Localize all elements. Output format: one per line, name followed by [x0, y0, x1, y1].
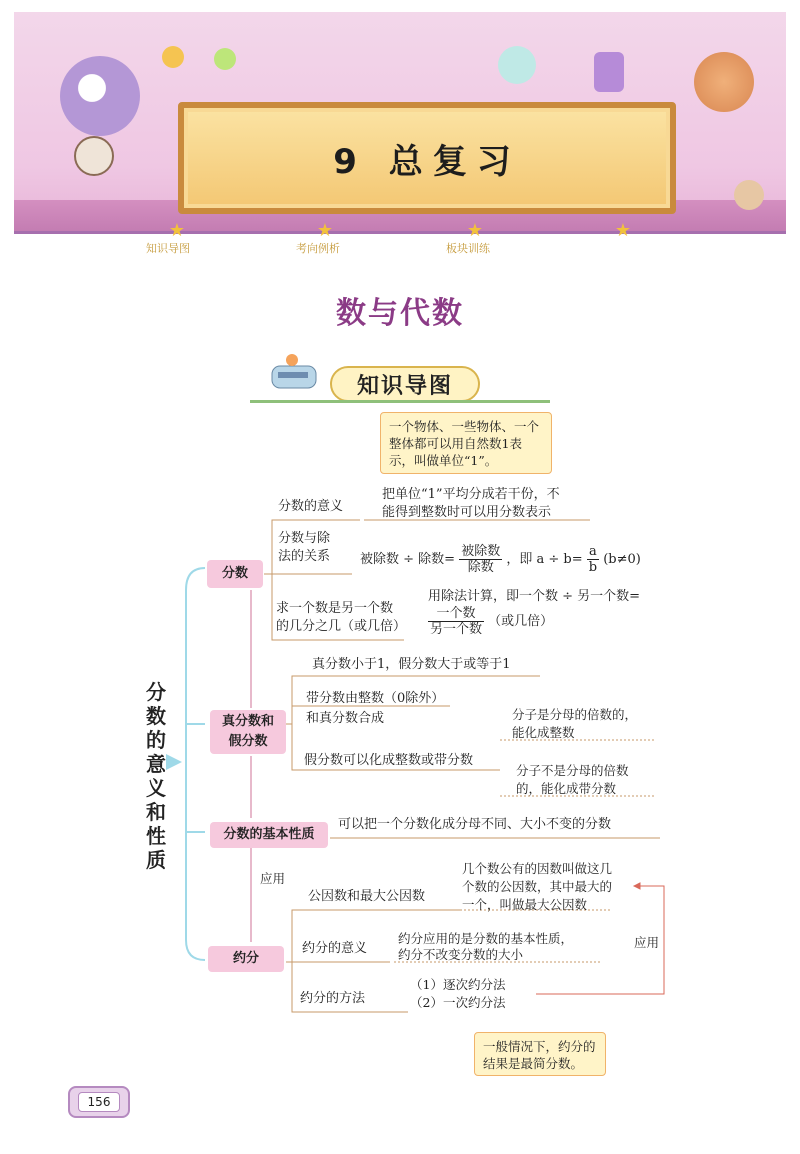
ratio-fraction — [428, 606, 484, 637]
yuefen-meaning-1: 约分应用的是分数的基本性质， — [398, 931, 574, 946]
note-unit-one — [380, 412, 552, 474]
formula-b: b — [588, 560, 598, 575]
astronaut-right-icon — [734, 180, 764, 210]
planet-small-icon — [162, 46, 184, 68]
nav-item-map[interactable]: 知识导图 — [146, 242, 190, 255]
node-yuefen-label: 约分 — [232, 951, 259, 966]
node-jiben-label: 分数的基本性质 — [223, 827, 315, 842]
map-badge — [330, 366, 480, 402]
fenshu-ratio-line1: 用除法计算，即一个数 ÷ 另一个数= — [428, 589, 641, 604]
fenshu-div-formula — [360, 544, 641, 575]
nav-item-examples[interactable]: 考向例析 — [296, 242, 340, 255]
nav-line — [14, 231, 786, 234]
zhenjia-branch-b-2: 的，能化成带分数 — [516, 781, 617, 796]
astronaut-left-icon — [74, 136, 114, 176]
fenshu-div-label-1: 分数与除 — [278, 531, 331, 546]
fenshu-meaning-line1: 把单位“1”平均分成若干份，不 — [382, 487, 560, 502]
zhenjia-mixed-1: 带分数由整数（0除外） — [306, 691, 445, 706]
robot-icon — [594, 52, 624, 92]
ratio-tail: （或几倍） — [488, 614, 554, 629]
zhenjia-branch-b-1: 分子不是分母的倍数 — [516, 763, 629, 778]
map-badge-label: 知识导图 — [356, 373, 453, 399]
formula-den: 除数 — [467, 560, 494, 575]
yuefen-gcf-2: 个数的公因数，其中最大的 — [462, 879, 613, 894]
zhenjia-improper: 假分数可以化成整数或带分数 — [304, 753, 474, 768]
node-fenshu-label: 分数 — [221, 566, 248, 581]
main-topic: 分数的意义和性质 — [146, 680, 166, 872]
formula-fraction — [459, 544, 502, 575]
jiben-apply: 应用 — [260, 871, 286, 886]
planet-blue-icon — [498, 46, 536, 84]
planet-left-icon — [60, 56, 140, 136]
fenshu-meaning-label: 分数的意义 — [278, 499, 344, 514]
fenshu-meaning-line2: 能得到整数时可以用分数表示 — [382, 505, 552, 520]
fenshu-ratio-label-1: 求一个数是另一个数 — [276, 601, 394, 616]
node-zhenjia-label-2: 假分数 — [228, 734, 268, 749]
node-jiben — [210, 822, 328, 848]
fenshu-ratio-formula — [428, 606, 553, 637]
chapter-banner — [14, 12, 786, 234]
formula-ab-fraction — [587, 544, 599, 575]
star-icon: ★ — [168, 220, 186, 241]
formula-prefix: 被除数 ÷ 除数= — [360, 552, 456, 567]
note-unit-one-text: 一个物体、一些物体、一个整体都可以用自然数1表示，叫做单位“1”。 — [389, 419, 540, 468]
yuefen-gcf-3: 一个，叫做最大公因数 — [462, 897, 588, 912]
chapter-title: 9 总复习 — [333, 141, 521, 182]
jiben-content: 可以把一个分数化成分母不同、大小不变的分数 — [338, 817, 612, 832]
zhenjia-branch-a-2: 能化成整数 — [512, 725, 575, 740]
yuefen-gcf-1: 几个数公有的因数叫做这几 — [462, 861, 613, 876]
ratio-den: 另一个数 — [430, 622, 483, 637]
fenshu-div-label-2: 法的关系 — [278, 549, 331, 564]
node-yuefen — [208, 946, 284, 972]
formula-num: 被除数 — [461, 544, 501, 559]
ratio-num: 一个数 — [428, 606, 484, 622]
yuefen-apply: 应用 — [634, 935, 660, 950]
formula-a: a — [587, 544, 599, 560]
section-title: 数与代数 — [336, 296, 464, 331]
yuefen-meaning-label: 约分的意义 — [302, 941, 368, 956]
yuefen-gcf-label: 公因数和最大公因数 — [308, 889, 426, 904]
badge-underline — [250, 400, 550, 403]
nav-item-training[interactable]: 板块训练 — [446, 242, 490, 255]
page-number: 156 — [78, 1092, 120, 1112]
zhenjia-line1: 真分数小于1，假分数大于或等于1 — [312, 657, 511, 672]
star-icon: ★ — [316, 220, 334, 241]
node-fenshu — [207, 560, 263, 588]
node-zhenjia — [210, 710, 286, 754]
zhenjia-branch-a-1: 分子是分母的倍数的， — [512, 707, 638, 722]
planet-green-icon — [214, 48, 236, 70]
note-simplest — [474, 1032, 606, 1076]
node-zhenjia-label-1: 真分数和 — [221, 714, 274, 729]
fenshu-ratio-label-2: 的几分之几（或几倍） — [276, 619, 407, 634]
yuefen-method-label: 约分的方法 — [300, 991, 366, 1006]
robot-car-icon — [264, 352, 324, 398]
star-icon: ★ — [614, 220, 632, 241]
star-icon: ★ — [466, 220, 484, 241]
zhenjia-mixed-2: 和真分数合成 — [306, 711, 385, 726]
chapter-title-plate — [178, 102, 676, 214]
yuefen-meaning-2: 约分不改变分数的大小 — [398, 947, 524, 962]
yuefen-method-2: （2）一次约分法 — [410, 995, 506, 1010]
note-simplest-text: 一般情况下，约分的结果是最简分数。 — [483, 1039, 596, 1071]
yuefen-method-1: （1）逐次约分法 — [410, 977, 506, 992]
formula-cond: (b≠0) — [603, 552, 641, 567]
planet-ringed-icon — [694, 52, 754, 112]
formula-mid: ，即 a ÷ b= — [506, 552, 583, 567]
